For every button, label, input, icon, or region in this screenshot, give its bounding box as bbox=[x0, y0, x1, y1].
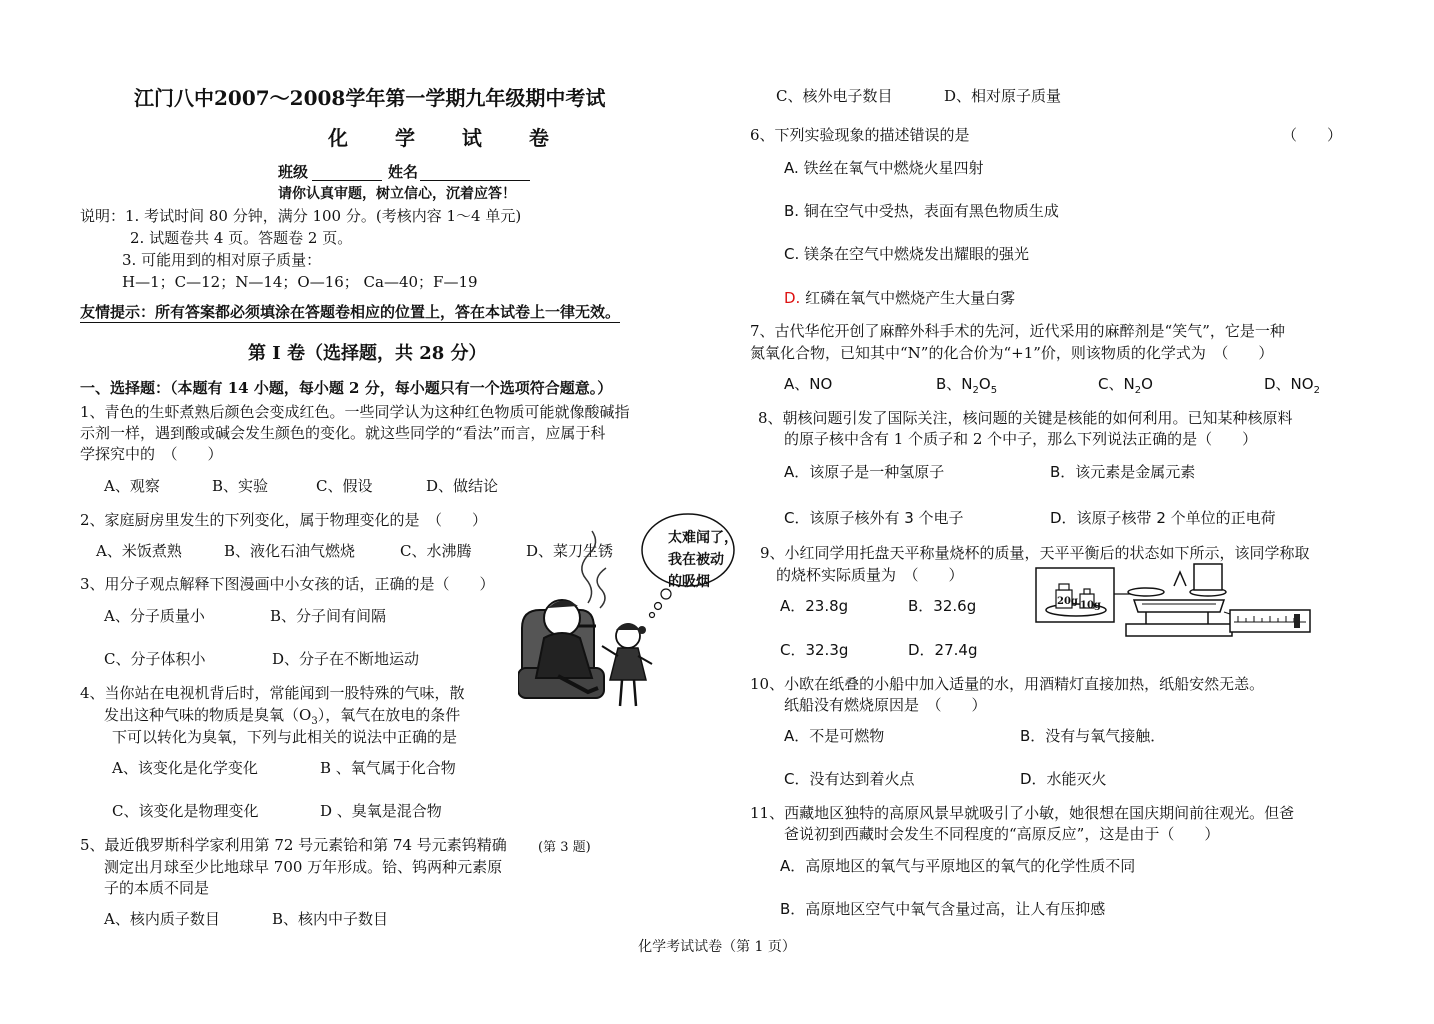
q4-option-a: A、该变化是化学变化 bbox=[112, 759, 258, 777]
q7-b-sub2: 5 bbox=[990, 385, 998, 396]
note-2: 2. 试题卷共 4 页。答题卷 2 页。 bbox=[130, 229, 353, 247]
page-footer: 化学考试试卷（第 1 页） bbox=[638, 939, 796, 955]
q4-line2-part2: ），氧气在放电的条件 bbox=[317, 706, 461, 724]
q7-line1: 7、古代华佗开创了麻醉外科手术的先河，近代采用的麻醉剂是“笑气”，它是一种 bbox=[750, 322, 1285, 340]
q8-option-d: D．该原子核带 2 个单位的正电荷 bbox=[1050, 509, 1276, 527]
q1-option-a: A、观察 bbox=[104, 477, 160, 495]
q6-option-b: B. 铜在空气中受热，表面有黑色物质生成 bbox=[784, 202, 1059, 220]
q4-option-d: D 、臭氧是混合物 bbox=[320, 802, 442, 820]
q8-option-c: C．该原子核外有 3 个电子 bbox=[784, 509, 964, 527]
q9-option-b: B．32.6g bbox=[908, 597, 977, 615]
q7-line2: 氮氧化合物，已知其中“N”的化合价为“+1”价，则该物质的化学式为 （ ） bbox=[750, 344, 1274, 362]
class-blank bbox=[312, 180, 382, 181]
q5-option-d: D、相对原子质量 bbox=[944, 87, 1062, 105]
q9-option-d: D．27.4g bbox=[908, 641, 978, 659]
q2-option-d: D、菜刀生锈 bbox=[526, 542, 614, 560]
q1-line1: 1、青色的生虾煮熟后颜色会变成红色。一些同学认为这种红色物质可能就像酸碱指 bbox=[80, 403, 630, 421]
q9-line2: 的烧杯实际质量为 （ ） bbox=[776, 566, 964, 584]
q10-option-d: D．水能灭火 bbox=[1020, 770, 1107, 788]
q9-line1: 9、小红同学用托盘天平称量烧杯的质量，天平平衡后的状态如下所示，该同学称取 bbox=[760, 544, 1310, 562]
q7-b-sub1: 2 bbox=[972, 385, 979, 396]
q3-bubble-line2: 我在被动 bbox=[668, 552, 724, 568]
exam-subtitle: 化 学 试 卷 bbox=[328, 126, 569, 150]
q2-option-c: C、水沸腾 bbox=[400, 542, 472, 560]
q8-option-b: B．该元素是金属元素 bbox=[1050, 463, 1196, 481]
q3-bubble-line3: 的吸烟 bbox=[668, 574, 710, 590]
q7-d-prefix: D、NO bbox=[1264, 375, 1314, 393]
q7-b-mid: O bbox=[978, 375, 991, 393]
encourage-text: 请你认真审题，树立信心，沉着应答！ bbox=[278, 186, 516, 202]
note-4: H—1；C—12；N—14；O—16； Ca—40；F—19 bbox=[122, 273, 478, 291]
q9-option-c: C．32.3g bbox=[780, 641, 849, 659]
q3-bubble-line1: 太难闻了， bbox=[668, 530, 738, 546]
q7-option-c bbox=[1098, 374, 1153, 401]
q3-stem: 3、用分子观点解释下图漫画中小女孩的话，正确的是（ ） bbox=[80, 575, 495, 593]
q2-stem: 2、家庭厨房里发生的下列变化，属于物理变化的是 （ ） bbox=[80, 511, 488, 529]
q5-option-c: C、核外电子数目 bbox=[776, 87, 893, 105]
q10-line1: 10、小欧在纸叠的小船中加入适量的水，用酒精灯直接加热，纸船安然无恙。 bbox=[750, 675, 1265, 693]
q6-option-d-letter: D. bbox=[784, 289, 801, 307]
q7-c-sub1: 2 bbox=[1134, 385, 1142, 396]
q8-line1: 8、朝核问题引发了国际关注，核问题的关键是核能的如何利用。已知某种核原料 bbox=[758, 409, 1293, 427]
q1-option-c: C、假设 bbox=[316, 477, 373, 495]
q6-option-c: C. 镁条在空气中燃烧发出耀眼的强光 bbox=[784, 245, 1030, 263]
q4-line2-part1: 发出这种气味的物质是臭氧（O bbox=[104, 706, 312, 724]
q6-option-d-text: 红磷在氧气中燃烧产生大量白雾 bbox=[805, 289, 1016, 307]
q8-line2: 的原子核中含有 1 个质子和 2 个中子，那么下列说法正确的是（ ） bbox=[784, 430, 1258, 448]
q3-option-b: B、分子间有间隔 bbox=[270, 607, 387, 625]
q10-option-a: A．不是可燃物 bbox=[784, 727, 885, 745]
q7-d-sub: 2 bbox=[1313, 385, 1320, 396]
q5-line2: 测定出月球至少比地球早 700 万年形成。铪、钨两种元素原 bbox=[104, 858, 503, 876]
q4-line3: 下可以转化为臭氧，下列与此相关的说法中正确的是 bbox=[112, 728, 458, 746]
q7-b-prefix: B、N bbox=[936, 375, 973, 393]
q6-option-a: A. 铁丝在氧气中燃烧火星四射 bbox=[784, 159, 984, 177]
part1-title: 第 I 卷（选择题，共 28 分） bbox=[248, 343, 487, 364]
q3-option-a: A、分子质量小 bbox=[104, 607, 205, 625]
q4-option-b: B 、氧气属于化合物 bbox=[320, 759, 456, 777]
q6-bracket: （ ） bbox=[1282, 126, 1343, 144]
q1-line2: 示剂一样，遇到酸或碱会发生颜色的变化。就这些同学的“看法”而言，应属于科 bbox=[80, 424, 606, 442]
q9-option-a: A．23.8g bbox=[780, 597, 849, 615]
balance-weight-10g: 10g bbox=[1080, 600, 1101, 611]
name-label: 姓名 bbox=[388, 163, 419, 181]
q5-line3: 子的本质不同是 bbox=[104, 879, 210, 897]
q3-figure-caption: (第 3 题) bbox=[538, 840, 591, 855]
q11-option-a: A．高原地区的氧气与平原地区的氧气的化学性质不同 bbox=[780, 857, 1136, 875]
q10-option-c: C．没有达到着火点 bbox=[784, 770, 915, 788]
q5-line1: 5、最近俄罗斯科学家利用第 72 号元素铪和第 74 号元素钨精确 bbox=[80, 836, 507, 854]
q8-option-a: A．该原子是一种氢原子 bbox=[784, 463, 945, 481]
q6-stem: 6、下列实验现象的描述错误的是 bbox=[750, 126, 970, 144]
q7-c-prefix: C、N bbox=[1098, 375, 1135, 393]
note-1: 说明：1. 考试时间 80 分钟，满分 100 分。(考核内容 1～4 单元) bbox=[80, 207, 522, 225]
q2-option-a: A、米饭煮熟 bbox=[96, 542, 182, 560]
q10-line2: 纸船没有燃烧原因是 （ ） bbox=[784, 696, 987, 714]
q6-option-d bbox=[784, 288, 1015, 308]
class-label: 班级 bbox=[278, 163, 309, 181]
q11-line2: 爸说初到西藏时会发生不同程度的“高原反应”，这是由于（ ） bbox=[784, 825, 1220, 843]
q11-line1: 11、西藏地区独特的高原风景早就吸引了小敏，她很想在国庆期间前往观光。但爸 bbox=[750, 804, 1295, 822]
note-3: 3. 可能用到的相对原子质量： bbox=[122, 251, 322, 269]
q7-option-a: A、NO bbox=[784, 375, 833, 393]
q2-option-b: B、液化石油气燃烧 bbox=[224, 542, 356, 560]
q5-option-b: B、核内中子数目 bbox=[272, 910, 389, 928]
q3-option-c: C、分子体积小 bbox=[104, 650, 206, 668]
q1-line3: 学探究中的 （ ） bbox=[80, 445, 223, 463]
q1-option-d: D、做结论 bbox=[426, 477, 499, 495]
section-heading: 一、选择题：（本题有 14 小题，每小题 2 分，每小题只有一个选项符合题意。） bbox=[80, 379, 613, 397]
q7-option-d bbox=[1264, 374, 1320, 401]
q5-option-a: A、核内质子数目 bbox=[104, 910, 220, 928]
q3-option-d: D、分子在不断地运动 bbox=[272, 650, 420, 668]
balance-weight-20g: 20g bbox=[1057, 596, 1078, 607]
exam-title: 江门八中2007～2008学年第一学期九年级期中考试 bbox=[134, 86, 606, 110]
q7-option-b bbox=[936, 374, 997, 401]
name-blank bbox=[420, 180, 530, 181]
q1-option-b: B、实验 bbox=[212, 477, 269, 495]
q10-option-b: B．没有与氧气接触． bbox=[1020, 727, 1166, 745]
q4-option-c: C、该变化是物理变化 bbox=[112, 802, 259, 820]
q4-ozone-subscript: 3 bbox=[311, 716, 318, 727]
friendly-tip: 友情提示：所有答案都必须填涂在答题卷相应的位置上，答在本试卷上一律无效。 bbox=[80, 303, 621, 321]
q7-c-mid: O bbox=[1141, 375, 1153, 393]
q4-line1: 4、当你站在电视机背后时，常能闻到一股特殊的气味，散 bbox=[80, 684, 465, 702]
q11-option-b: B．高原地区空气中氧气含量过高，让人有压抑感 bbox=[780, 900, 1106, 918]
